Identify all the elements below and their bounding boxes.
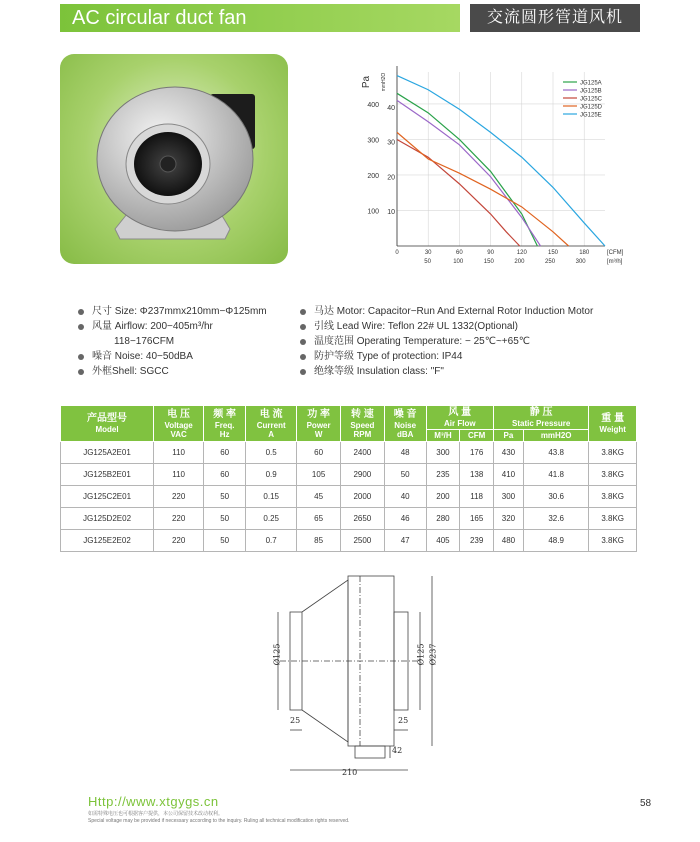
table-cell: 45 xyxy=(297,486,341,508)
page-number: 58 xyxy=(640,798,652,809)
table-cell: 110 xyxy=(154,464,204,486)
table-cell-model: JG125C2E01 xyxy=(61,486,154,508)
performance-chart xyxy=(355,60,640,280)
table-cell: 3.8KG xyxy=(589,442,637,464)
table-cell: 118 xyxy=(460,486,494,508)
table-cell: 40 xyxy=(384,486,426,508)
table-cell-model: JG125D2E02 xyxy=(61,508,154,530)
col-power: 功 率 Power W xyxy=(297,406,341,442)
dimension-drawing xyxy=(260,570,450,785)
x-tick-label-cfm: 30 xyxy=(424,250,432,256)
table-cell: 2900 xyxy=(340,464,384,486)
table-cell: 60 xyxy=(297,442,341,464)
legend-label: JG125A xyxy=(580,80,602,87)
table-cell: 41.8 xyxy=(523,464,588,486)
table-cell: 30.6 xyxy=(523,486,588,508)
table-cell: 50 xyxy=(384,464,426,486)
legend-label: JG125C xyxy=(580,96,603,103)
col-pressure: 静 压 Static Pressure xyxy=(493,406,588,430)
table-cell: 235 xyxy=(426,464,460,486)
dim-125-right: Ø125 xyxy=(416,643,426,666)
table-row xyxy=(61,530,637,552)
legend-label: JG125D xyxy=(580,104,603,111)
bullet-icon xyxy=(300,339,306,345)
y-tick-label-pa: 200 xyxy=(367,172,379,180)
table-cell: 3.8KG xyxy=(589,530,637,552)
table-cell: 280 xyxy=(426,508,460,530)
spec-airflow-cfm: 118−176CFM xyxy=(114,336,175,347)
y-axis-label: Pa xyxy=(361,75,372,89)
chart-svg xyxy=(355,60,640,275)
table-cell: 239 xyxy=(460,530,494,552)
table-cell: 60 xyxy=(204,464,246,486)
series-line-jg125a xyxy=(397,93,537,246)
bullet-icon xyxy=(78,369,84,375)
spec-protection: 防护等级 Type of protection: IP44 xyxy=(300,349,593,364)
table-cell: 410 xyxy=(493,464,523,486)
table-cell: 0.5 xyxy=(246,442,297,464)
table-cell: 220 xyxy=(154,486,204,508)
table-cell: 0.7 xyxy=(246,530,297,552)
col-noise: 噪 音 Noise dBA xyxy=(384,406,426,442)
legend-label: JG125E xyxy=(580,112,602,119)
product-photo xyxy=(60,54,288,264)
x-tick-label-cfm: 90 xyxy=(487,250,494,256)
table-cell: 165 xyxy=(460,508,494,530)
header-title-cn: 交流圆形管道风机 xyxy=(470,4,640,32)
legend-label: JG125B xyxy=(580,88,602,95)
x-tick-label-cmh: 100 xyxy=(453,259,464,265)
col-current: 电 流 Current A xyxy=(246,406,297,442)
header-title-en: AC circular duct fan xyxy=(60,4,460,32)
table-row xyxy=(61,508,637,530)
table-cell: 50 xyxy=(204,486,246,508)
spec-table xyxy=(60,405,637,552)
table-cell: 3.8KG xyxy=(589,464,637,486)
dim-237: Ø237 xyxy=(428,643,438,666)
specs-left xyxy=(78,304,267,379)
table-cell: 48.9 xyxy=(523,530,588,552)
table-cell: 220 xyxy=(154,508,204,530)
series-line-jg125d xyxy=(397,132,569,246)
bullet-icon xyxy=(78,324,84,330)
x-tick-label-cmh: 300 xyxy=(575,259,586,265)
table-cell: 32.6 xyxy=(523,508,588,530)
bullet-icon xyxy=(300,324,306,330)
col-pressure-pa: Pa xyxy=(493,430,523,442)
chart-legend xyxy=(563,81,603,119)
col-pressure-mm: mmH2O xyxy=(523,430,588,442)
table-cell: 65 xyxy=(297,508,341,530)
table-row xyxy=(61,464,637,486)
spec-airflow: 风量 Airflow: 200−405m³/hr xyxy=(78,319,267,334)
website-link[interactable]: Http://www.xtgygs.cn xyxy=(88,794,219,809)
bullet-icon xyxy=(78,354,84,360)
table-cell-model: JG125B2E01 xyxy=(61,464,154,486)
spec-size: 尺寸 Size: Φ237mmx210mm−Φ125mm xyxy=(78,304,267,319)
dim-210: 210 xyxy=(342,768,358,777)
spec-insulation: 绝缘等级 Insulation class: "F" xyxy=(300,364,593,379)
table-cell: 2000 xyxy=(340,486,384,508)
footer-note-cn: 如需特殊电压也可根据客户提供，本公司保留技术改动权利。 xyxy=(88,811,224,817)
drawing-svg xyxy=(260,570,450,780)
y-tick-label-pa: 300 xyxy=(367,137,379,145)
table-cell: 176 xyxy=(460,442,494,464)
dim-25-left: 25 xyxy=(290,716,301,725)
table-cell: 0.9 xyxy=(246,464,297,486)
table-cell: 3.8KG xyxy=(589,508,637,530)
table-cell: 320 xyxy=(493,508,523,530)
table-cell: 85 xyxy=(297,530,341,552)
spec-lead-wire: 引线 Lead Wire: Teflon 22# UL 1332(Optional) xyxy=(300,319,593,334)
table-cell: 430 xyxy=(493,442,523,464)
x-tick-label-cmh: 150 xyxy=(483,259,494,265)
duct-fan-image xyxy=(60,54,288,264)
bullet-icon xyxy=(300,369,306,375)
series-line-jg125c xyxy=(397,139,520,246)
dim-42: 42 xyxy=(392,746,403,755)
x-tick-label-cfm: 120 xyxy=(516,250,527,256)
y-tick-label-mm: 20 xyxy=(387,174,395,182)
y-tick-label-pa: 100 xyxy=(367,208,379,216)
x-tick-label-cfm: 0 xyxy=(395,250,399,256)
table-cell: 480 xyxy=(493,530,523,552)
table-cell: 2400 xyxy=(340,442,384,464)
col-airflow-m3h: M³/H xyxy=(426,430,460,442)
specs-right xyxy=(300,304,593,379)
table-cell: 220 xyxy=(154,530,204,552)
col-speed: 转 速 Speed RPM xyxy=(340,406,384,442)
spec-temperature: 温度范围 Operating Temperature: − 25℃~+65℃ xyxy=(300,334,593,349)
bullet-icon xyxy=(300,309,306,315)
table-cell-model: JG125A2E01 xyxy=(61,442,154,464)
table-cell: 300 xyxy=(493,486,523,508)
spec-shell: 外框Shell: SGCC xyxy=(78,364,267,379)
col-freq: 频 率 Freq. Hz xyxy=(204,406,246,442)
table-cell: 2650 xyxy=(340,508,384,530)
dim-25-right: 25 xyxy=(398,716,409,725)
table-cell: 0.15 xyxy=(246,486,297,508)
table-cell: 405 xyxy=(426,530,460,552)
x-tick-label-cfm: 60 xyxy=(456,250,463,256)
table-cell: 110 xyxy=(154,442,204,464)
y-tick-label-pa: 400 xyxy=(367,101,379,109)
bullet-icon xyxy=(78,309,84,315)
y-axis-unit: mmH2O xyxy=(381,72,387,92)
col-voltage: 电 压 Voltage VAC xyxy=(154,406,204,442)
table-cell: 47 xyxy=(384,530,426,552)
y-tick-label-mm: 40 xyxy=(387,104,395,112)
series-line-jg125b xyxy=(397,100,541,246)
x-tick-label-cmh: 200 xyxy=(514,259,525,265)
x-tick-label-cmh: 50 xyxy=(424,259,431,265)
footer-note-en: Special voltage may be provided if necessary according to the inquiry. Ruling all technical modification rights reserved. xyxy=(88,818,350,824)
table-cell: 46 xyxy=(384,508,426,530)
y-tick-label-mm: 30 xyxy=(387,139,395,147)
spec-noise: 噪音 Noise: 40−50dBA xyxy=(78,349,267,364)
col-model: 产品型号 Model xyxy=(61,406,154,442)
x-tick-label-cmh: 250 xyxy=(545,259,556,265)
table-cell: 2500 xyxy=(340,530,384,552)
table-cell: 43.8 xyxy=(523,442,588,464)
table-cell: 0.25 xyxy=(246,508,297,530)
table-cell: 3.8KG xyxy=(589,486,637,508)
col-airflow: 风 量 Air Flow xyxy=(426,406,493,430)
spec-motor: 马达 Motor: Capacitor−Run And External Rotor Induction Motor xyxy=(300,304,593,319)
table-cell: 48 xyxy=(384,442,426,464)
x-unit-cfm: [CFM] xyxy=(607,250,624,256)
table-row xyxy=(61,486,637,508)
y-tick-label-mm: 10 xyxy=(387,209,395,217)
dim-125-left: Ø125 xyxy=(272,643,282,666)
table-cell-model: JG125E2E02 xyxy=(61,530,154,552)
table-cell: 105 xyxy=(297,464,341,486)
bullet-icon xyxy=(300,354,306,360)
x-unit-cmh: [m³/h] xyxy=(607,259,623,265)
table-cell: 50 xyxy=(204,530,246,552)
table-row xyxy=(61,442,637,464)
table-cell: 60 xyxy=(204,442,246,464)
x-tick-label-cfm: 180 xyxy=(579,250,590,256)
table-cell: 50 xyxy=(204,508,246,530)
col-weight: 重 量 Weight xyxy=(589,406,637,442)
table-cell: 138 xyxy=(460,464,494,486)
table-cell: 200 xyxy=(426,486,460,508)
table-cell: 300 xyxy=(426,442,460,464)
x-tick-label-cfm: 150 xyxy=(547,250,559,256)
col-airflow-cfm: CFM xyxy=(460,430,494,442)
